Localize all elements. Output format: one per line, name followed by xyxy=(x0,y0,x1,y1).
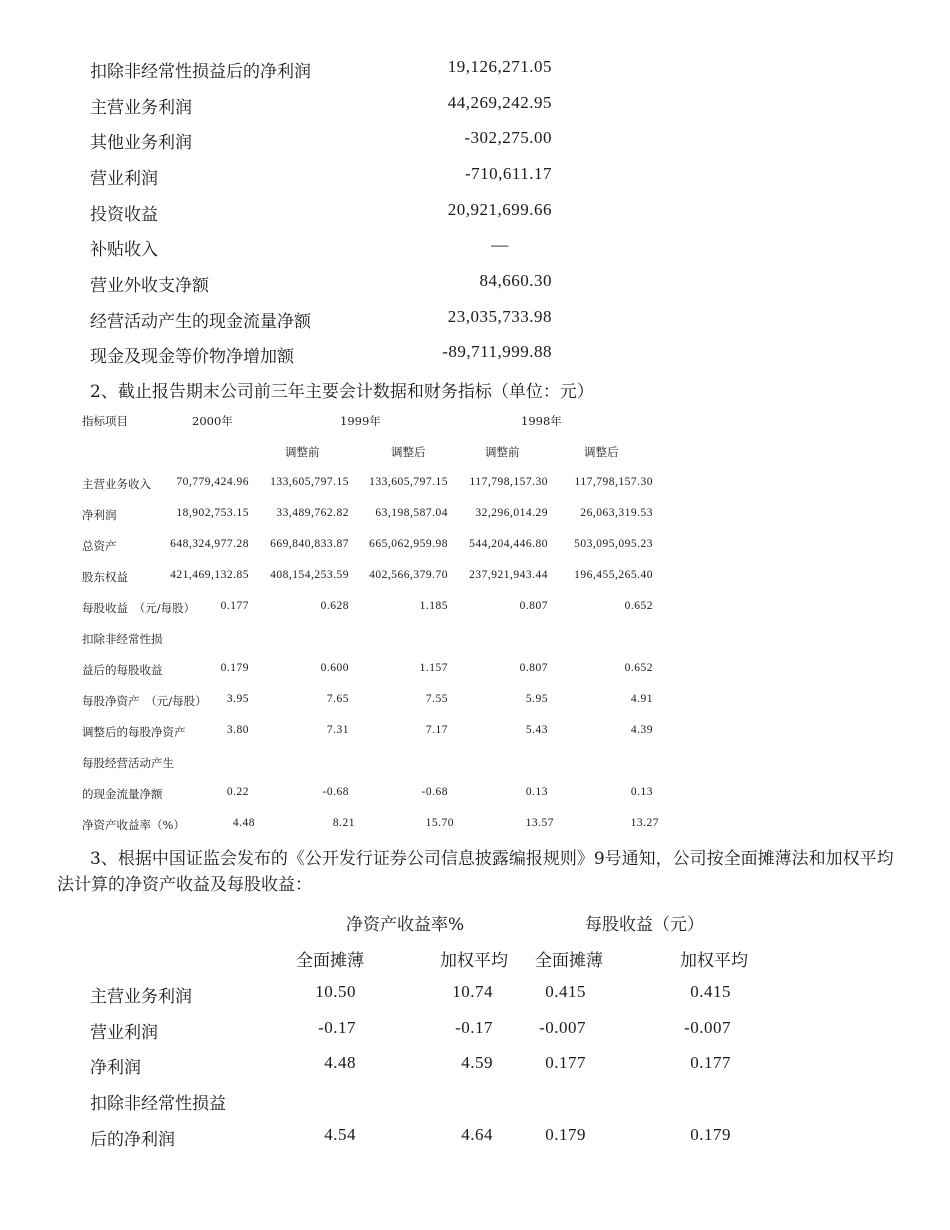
table-row-label: 总资产 xyxy=(82,539,117,553)
header-1998-after: 调整后 xyxy=(584,445,619,459)
table-cell: 4.48 xyxy=(232,817,255,829)
table-cell: 133,605,797.15 xyxy=(369,476,448,488)
col-eps-weighted: 加权平均 xyxy=(680,951,748,971)
s1-value: — xyxy=(491,235,509,254)
table-row-label: 调整后的每股净资产 xyxy=(82,725,186,739)
table-row-label: 净资产收益率（%） xyxy=(82,818,185,832)
table-cell: 7.65 xyxy=(326,693,349,705)
table-cell: 0.415 xyxy=(690,982,731,1001)
table-row-label: 主营业务利润 xyxy=(90,987,192,1007)
section3-paragraph: 3、根据中国证监会发布的《公开发行证券公司信息披露编报规则》9号通知，公司按全面摊薄法和加权平均法计算的净资产收益及每股收益： xyxy=(57,849,894,895)
table-cell: 0.652 xyxy=(624,662,653,674)
header-item: 指标项目 xyxy=(82,414,128,428)
table-cell: 0.652 xyxy=(624,600,653,612)
table-cell: 0.807 xyxy=(519,662,548,674)
table-row-label: 的现金流量净额 xyxy=(82,787,163,801)
table-cell: -0.68 xyxy=(421,786,448,798)
s1-label: 经营活动产生的现金流量净额 xyxy=(90,312,311,332)
table-cell: 32,296,014.29 xyxy=(475,507,548,519)
s1-label: 主营业务利润 xyxy=(90,98,192,118)
table-cell: 503,095,095.23 xyxy=(574,538,653,550)
s1-value: -89,711,999.88 xyxy=(442,342,552,361)
table-cell: 0.13 xyxy=(630,786,653,798)
table-cell: 0.177 xyxy=(545,1053,586,1072)
col-eps-diluted: 全面摊薄 xyxy=(535,951,603,971)
table-cell: 4.59 xyxy=(461,1053,493,1072)
s1-label: 其他业务利润 xyxy=(90,133,192,153)
table-cell: 0.179 xyxy=(220,662,249,674)
s1-value: 44,269,242.95 xyxy=(447,93,552,112)
table-cell: 7.55 xyxy=(425,693,448,705)
s1-value: 20,921,699.66 xyxy=(447,200,552,219)
table-cell: 0.22 xyxy=(226,786,249,798)
s1-label: 投资收益 xyxy=(90,205,158,225)
table-cell: 63,198,587.04 xyxy=(375,507,448,519)
table-cell: 0.13 xyxy=(525,786,548,798)
table-cell: 7.17 xyxy=(425,724,448,736)
header-1999-after: 调整后 xyxy=(391,445,426,459)
s1-label: 营业利润 xyxy=(90,169,158,189)
table-cell: 0.628 xyxy=(320,600,349,612)
table-cell: 5.43 xyxy=(525,724,548,736)
s1-value: 23,035,733.98 xyxy=(447,307,552,326)
table-cell: 10.74 xyxy=(452,982,493,1001)
header-1998-before: 调整前 xyxy=(485,445,520,459)
table-cell: 15.70 xyxy=(425,817,454,829)
table-cell: 4.64 xyxy=(461,1125,493,1144)
s1-label: 补贴收入 xyxy=(90,240,158,260)
section2-heading: 2、截止报告期末公司前三年主要会计数据和财务指标（单位：元） xyxy=(90,382,594,402)
table-cell: 3.95 xyxy=(226,693,249,705)
table-cell: 70,779,424.96 xyxy=(176,476,249,488)
s1-label: 营业外收支净额 xyxy=(90,276,209,296)
table-row-label: 营业利润 xyxy=(90,1023,158,1043)
table-cell: 0.179 xyxy=(690,1125,731,1144)
table-cell: 544,204,446.80 xyxy=(469,538,548,550)
table-cell: -0.007 xyxy=(684,1018,731,1037)
table-row-label: 后的净利润 xyxy=(90,1130,175,1150)
table-row-label: 股东权益 xyxy=(82,570,128,584)
header-2000: 2000年 xyxy=(192,414,233,428)
table-row-label: 益后的每股收益 xyxy=(82,663,163,677)
table-cell: 0.600 xyxy=(320,662,349,674)
table-cell: 4.91 xyxy=(630,693,653,705)
table-cell: 4.54 xyxy=(324,1125,356,1144)
table-cell: 13.57 xyxy=(525,817,554,829)
table-cell: 0.415 xyxy=(545,982,586,1001)
table-cell: 4.39 xyxy=(630,724,653,736)
group-eps-header: 每股收益（元） xyxy=(585,915,704,935)
table-cell: 0.807 xyxy=(519,600,548,612)
table-cell: 5.95 xyxy=(525,693,548,705)
s1-label: 扣除非经常性损益后的净利润 xyxy=(90,62,311,82)
col-roe-diluted: 全面摊薄 xyxy=(296,951,364,971)
table-cell: 408,154,253.59 xyxy=(270,569,349,581)
header-1999-before: 调整前 xyxy=(285,445,320,459)
group-roe-header: 净资产收益率% xyxy=(346,915,465,935)
s1-label: 现金及现金等价物净增加额 xyxy=(90,347,294,367)
table-cell: 117,798,157.30 xyxy=(469,476,548,488)
table-cell: -0.007 xyxy=(539,1018,586,1037)
table-cell: 0.179 xyxy=(545,1125,586,1144)
table-cell: 648,324,977.28 xyxy=(170,538,249,550)
table-cell: 421,469,132.85 xyxy=(170,569,249,581)
table-cell: 402,566,379.70 xyxy=(369,569,448,581)
table-row-label: 净利润 xyxy=(90,1058,141,1078)
s1-value: 19,126,271.05 xyxy=(447,57,552,76)
table-cell: 33,489,762.82 xyxy=(276,507,349,519)
table-cell: 26,063,319.53 xyxy=(580,507,653,519)
table-cell: 196,455,265.40 xyxy=(574,569,653,581)
table-row-label: 扣除非经常性损益 xyxy=(90,1094,226,1114)
table-cell: 10.50 xyxy=(315,982,356,1001)
col-roe-weighted: 加权平均 xyxy=(440,951,508,971)
table-row-label: 扣除非经常性损 xyxy=(82,632,163,646)
table-row-label: 每股经营活动产生 xyxy=(82,756,174,770)
table-cell: 117,798,157.30 xyxy=(574,476,653,488)
table-cell: -0.17 xyxy=(318,1018,356,1037)
table-cell: 669,840,833.87 xyxy=(270,538,349,550)
table-cell: 18,902,753.15 xyxy=(176,507,249,519)
table-cell: 4.48 xyxy=(324,1053,356,1072)
s1-value: -302,275.00 xyxy=(464,128,552,147)
table-cell: 3.80 xyxy=(226,724,249,736)
table-cell: -0.68 xyxy=(322,786,349,798)
table-row-label: 主营业务收入 xyxy=(82,477,151,491)
table-cell: 0.177 xyxy=(690,1053,731,1072)
table-row-label: 每股收益 （元/每股） xyxy=(82,601,196,615)
table-cell: 133,605,797.15 xyxy=(270,476,349,488)
table-cell: -0.17 xyxy=(455,1018,493,1037)
table-cell: 13.27 xyxy=(630,817,659,829)
s1-value: 84,660.30 xyxy=(479,271,552,290)
table-row-label: 每股净资产 （元/每股） xyxy=(82,694,207,708)
header-1999: 1999年 xyxy=(340,414,381,428)
table-cell: 237,921,943.44 xyxy=(469,569,548,581)
table-cell: 7.31 xyxy=(326,724,349,736)
table-row-label: 净利润 xyxy=(82,508,117,522)
table-cell: 0.177 xyxy=(220,600,249,612)
table-cell: 1.157 xyxy=(419,662,448,674)
s1-value: -710,611.17 xyxy=(464,164,552,183)
header-1998: 1998年 xyxy=(521,414,562,428)
table-cell: 665,062,959.98 xyxy=(369,538,448,550)
table-cell: 8.21 xyxy=(332,817,355,829)
table-cell: 1.185 xyxy=(419,600,448,612)
